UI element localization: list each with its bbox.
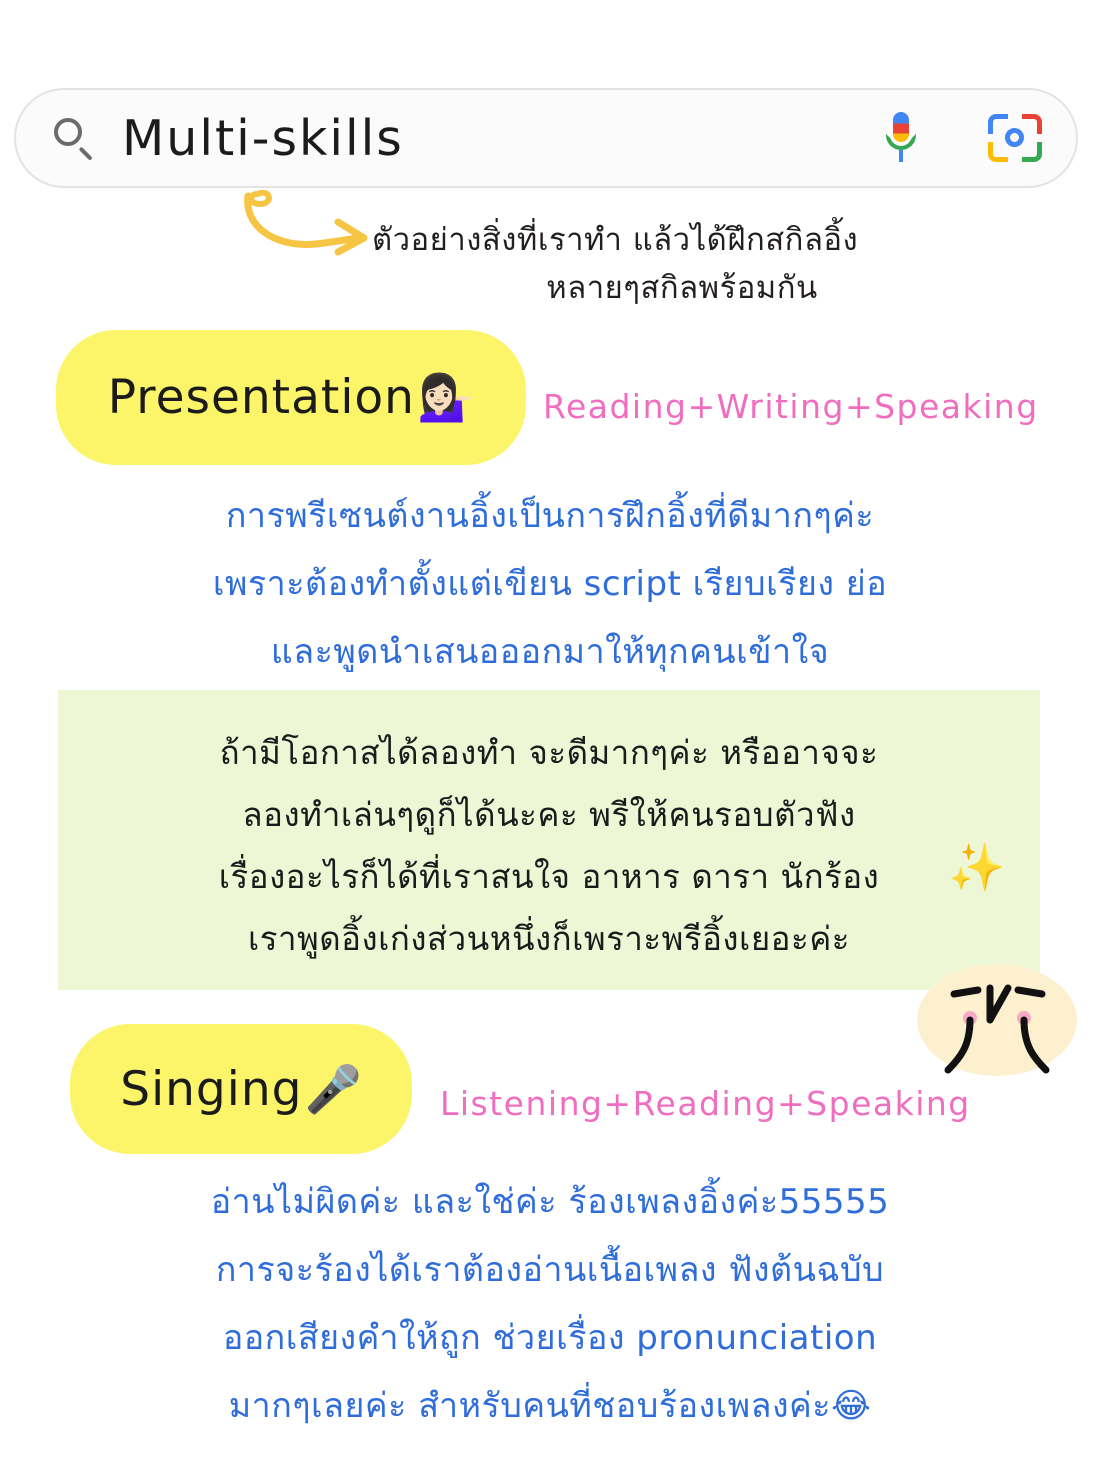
annotation-line-1: ตัวอย่างสิ่งที่เราทำ แล้วได้ฝึกสกิลอิ้ง: [372, 222, 859, 258]
section-label-text: Singing: [120, 1061, 303, 1117]
presentation-body-line-1: การพรีเซนต์งานอิ้งเป็นการฝึกอิ้งที่ดีมากๆค่ะ: [225, 496, 875, 536]
presentation-body: [60, 482, 1040, 686]
highlight-text: [58, 722, 1040, 970]
highlight-line-2: ลองทำเล่นๆดูก็ได้นะคะ พรีให้คนรอบตัวฟัง: [242, 795, 856, 834]
singing-body-line-2: การจะร้องได้เราต้องอ่านเนื้อเพลง ฟังต้นฉบับ: [215, 1250, 885, 1290]
sparkles-emoji: ✨: [948, 840, 1006, 894]
presentation-body-line-2: เพราะต้องทำตั้งแต่เขียน script เรียบเรียง ย่อ: [212, 564, 888, 604]
presentation-body-line-3: และพูดนำเสนอออกมาให้ทุกคนเข้าใจ: [270, 632, 830, 672]
skills-tag-presentation: Reading+Writing+Speaking: [543, 387, 1039, 426]
search-input[interactable]: Multi-skills: [122, 109, 404, 167]
highlight-line-4: เราพูดอิ้งเก่งส่วนหนึ่งก็เพราะพรีอิ้งเยอะค่ะ: [247, 919, 851, 958]
curved-arrow-icon: [238, 190, 388, 270]
singing-body: [60, 1168, 1040, 1440]
microphone-icon[interactable]: [884, 112, 918, 164]
woman-tipping-hand-emoji: 💁🏻‍♀️: [416, 370, 475, 424]
singing-body-line-3: ออกเสียงคำให้ถูก ช่วยเรื่อง pronunciation: [222, 1318, 878, 1358]
skills-tag-singing: Listening+Reading+Speaking: [440, 1084, 971, 1123]
search-bar[interactable]: [14, 88, 1078, 188]
singing-body-line-4: มากๆเลยค่ะ สำหรับคนที่ชอบร้องเพลงค่ะ😂: [228, 1386, 872, 1426]
section-label-presentation: [56, 330, 526, 465]
google-lens-icon[interactable]: [988, 114, 1042, 162]
annotation-line-2: หลายๆสกิลพร้อมกัน: [546, 270, 818, 306]
highlight-line-3: เรื่องอะไรก็ได้ที่เราสนใจ อาหาร ดารา นักร้อง: [218, 857, 880, 896]
singing-body-line-1: อ่านไม่ผิดค่ะ และใช่ค่ะ ร้องเพลงอิ้งค่ะ55555: [210, 1182, 890, 1222]
annotation-caption: [372, 216, 1072, 312]
doodle-face-icon: [912, 962, 1082, 1090]
section-label-text: Presentation: [107, 370, 415, 425]
search-icon: [50, 115, 96, 161]
microphone-emoji: 🎤: [304, 1061, 362, 1116]
section-label-singing: [70, 1024, 412, 1154]
highlight-line-1: ถ้ามีโอกาสได้ลองทำ จะดีมากๆค่ะ หรืออาจจะ: [219, 733, 879, 772]
